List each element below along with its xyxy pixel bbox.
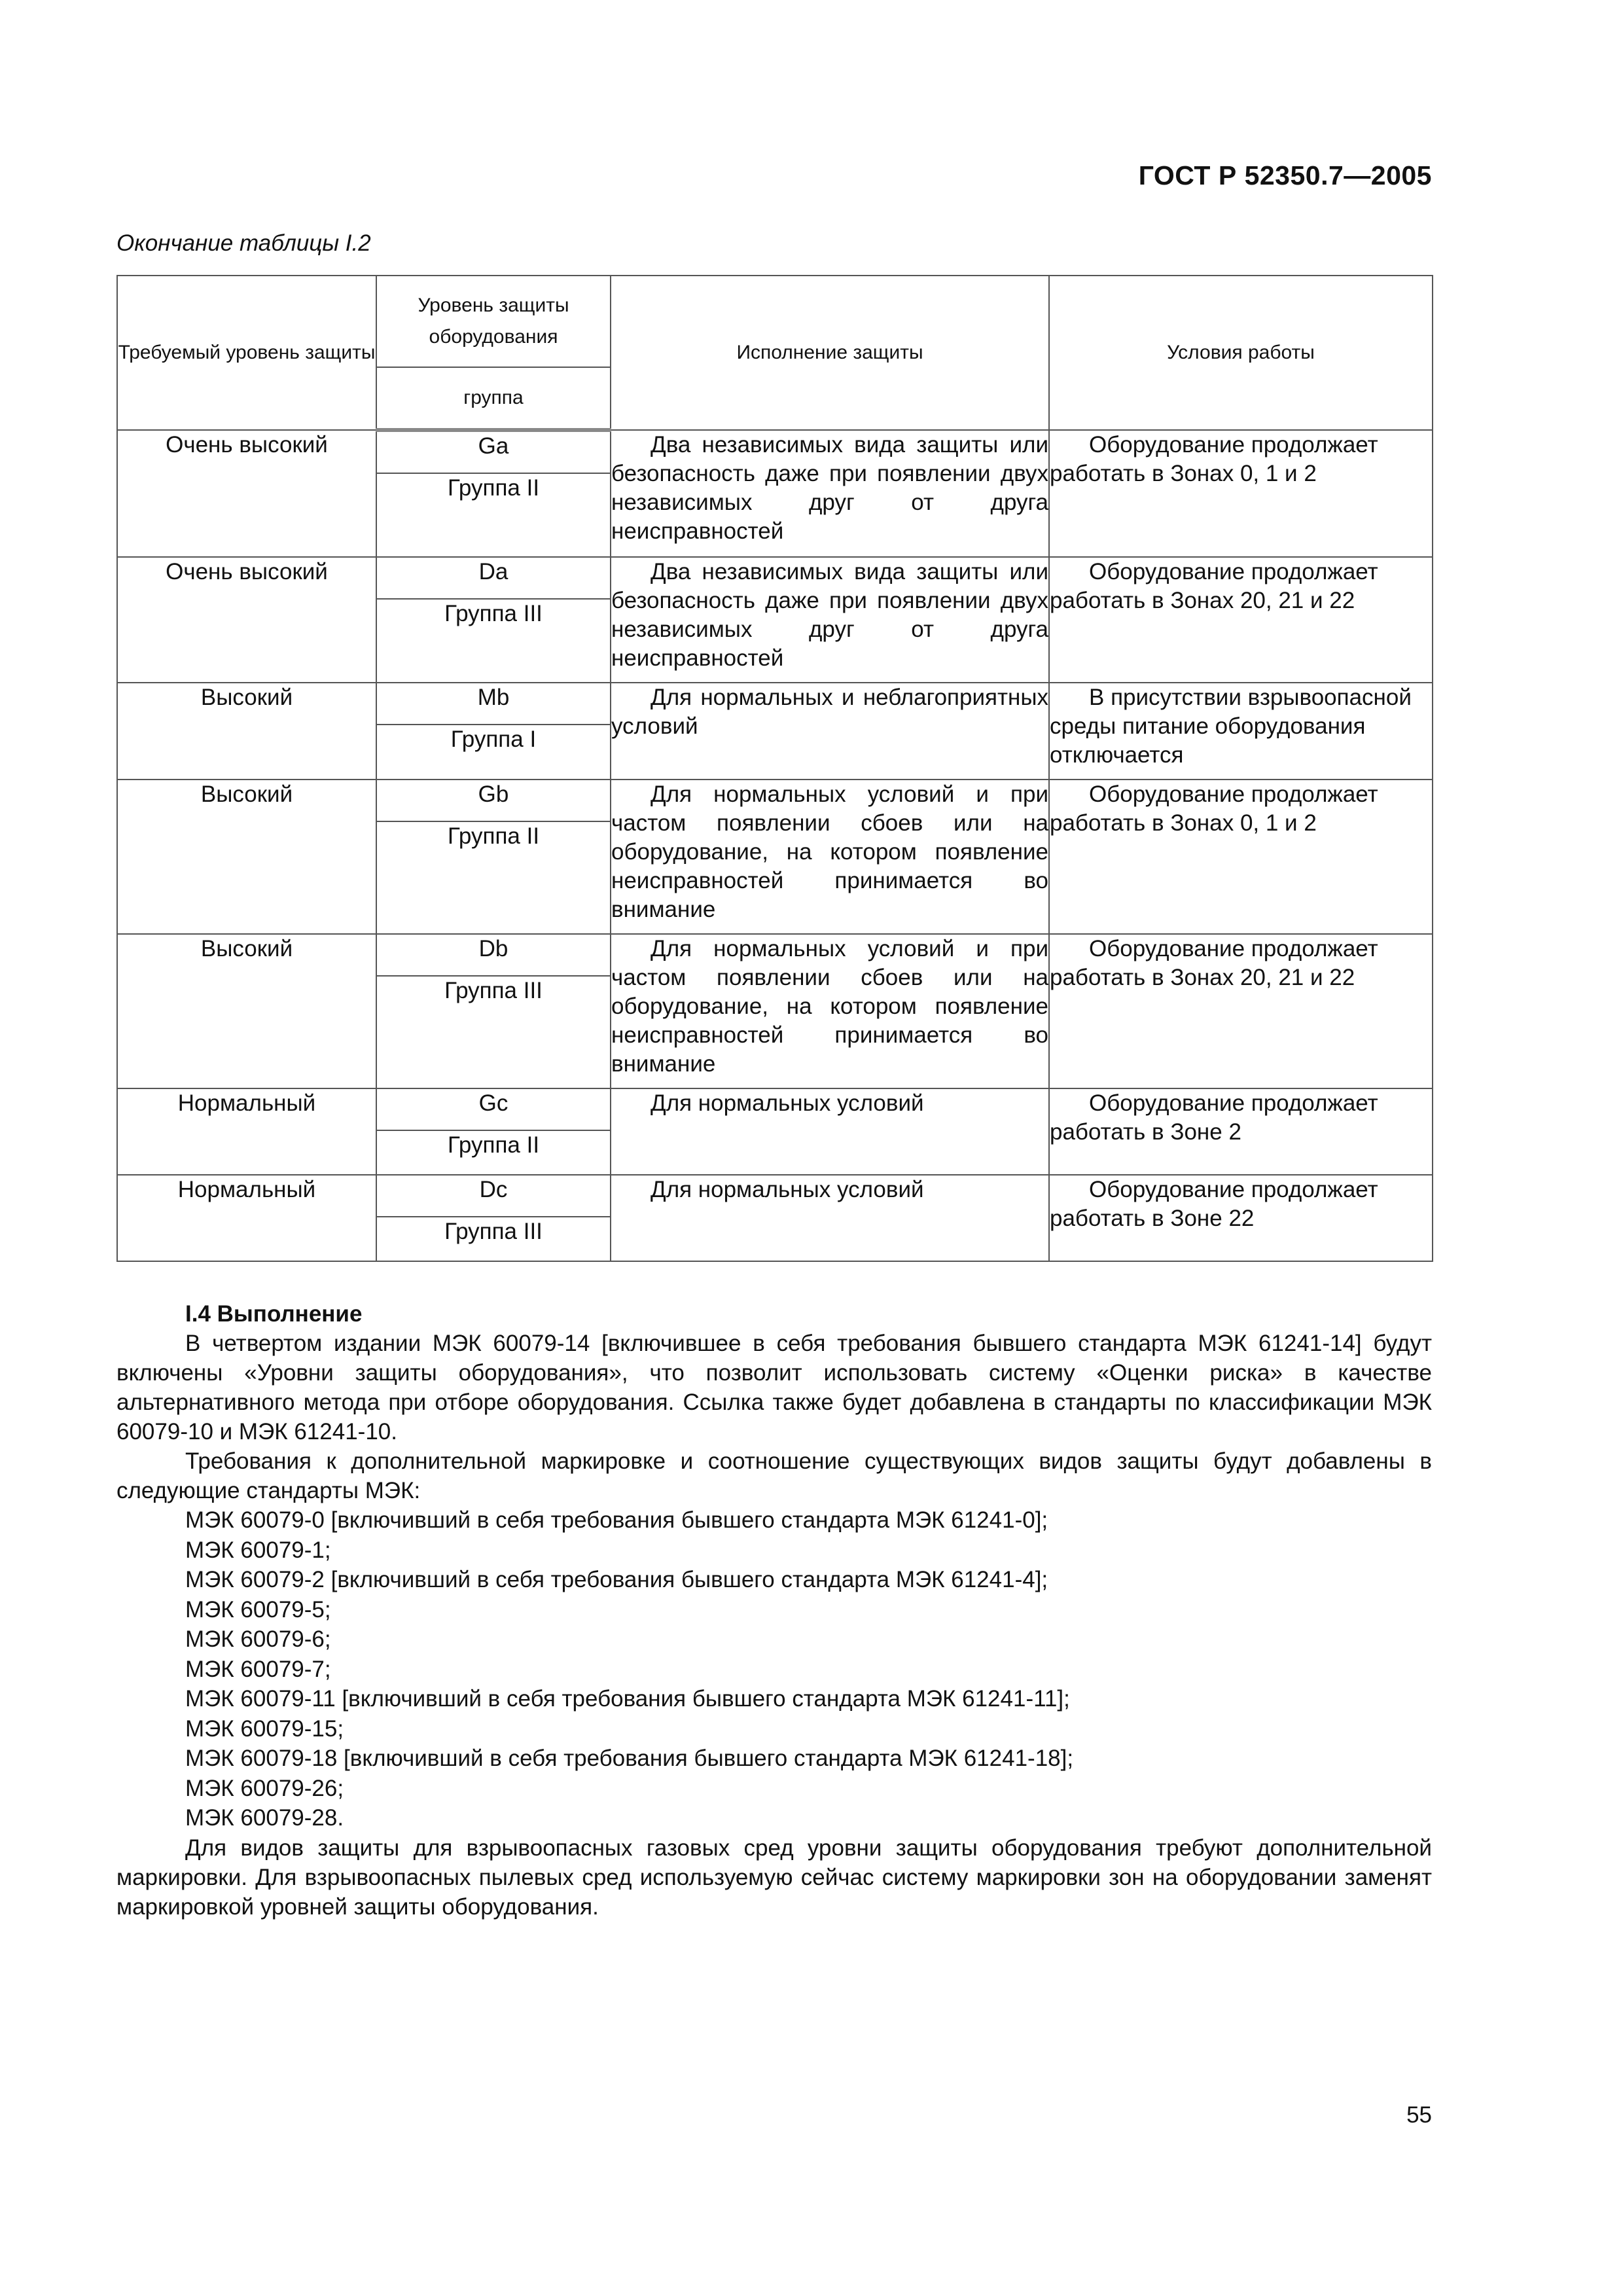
conditions-cell: Оборудование продолжает работать в Зонах 20, 21 и 22 [1049,934,1433,1088]
equipment-level-code: Mb [376,683,611,725]
list-item: МЭК 60079-5; [185,1596,331,1623]
table-caption: Окончание таблицы I.2 [116,230,371,256]
group-cell: Группа III [376,976,611,1088]
equipment-level-code: Db [376,934,611,976]
table-row [117,780,1433,821]
list-item: МЭК 60079-11 [включивший в себя требования бывшего стандарта МЭК 61241-11]; [185,1686,1070,1712]
conditions-cell: Оборудование продолжает работать в Зонах 0, 1 и 2 [1049,430,1433,557]
header-required-level: Требуемый уровень защиты [117,276,376,430]
required-level-cell: Высокий [117,780,376,934]
required-level-cell: Нормальный [117,1088,376,1175]
table-row [117,683,1433,725]
list-item: МЭК 60079-18 [включивший в себя требования бывшего стандарта МЭК 61241-18]; [185,1746,1074,1771]
section-implementation [116,1299,1432,1922]
group-cell: Группа I [376,725,611,780]
group-cell: Группа II [376,473,611,557]
header-equipment-level: Уровень защиты оборудования [376,276,611,367]
table-row [117,1175,1433,1217]
list-item: МЭК 60079-26; [185,1775,344,1801]
protection-cell: Два независимых вида защиты или безопасность даже при появлении двух независимых друг от друга неисправностей [611,557,1049,683]
protection-cell: Два независимых вида защиты или безопасность даже при появлении двух независимых друг от друга неисправностей [611,430,1049,557]
paragraph: В четвертом издании МЭК 60079-14 [включившее в себя требования бывшего стандарта МЭК 61241-14] будут включены «Уровни защиты оборудования», что позволит использовать систему «Оценки риска» в качестве альтернативного метода при отборе оборудования. Ссылка также будет добавлена в стандарты по классификации МЭК 60079-10 и МЭК 61241-10. [116,1331,1432,1444]
protection-cell: Для нормальных условий и при частом появлении сбоев или на оборудование, на котором появление неисправностей принимается во внимание [611,934,1049,1088]
required-level-cell: Нормальный [117,1175,376,1261]
conditions-cell: Оборудование продолжает работать в Зонах 20, 21 и 22 [1049,557,1433,683]
standards-list [116,1505,1432,1833]
conditions-cell: Оборудование продолжает работать в Зонах 0, 1 и 2 [1049,780,1433,934]
required-level-cell: Высокий [117,683,376,780]
table-row [117,557,1433,599]
protection-cell: Для нормальных условий [611,1088,1049,1175]
table-row [117,1088,1433,1130]
equipment-level-code: Ga [376,430,611,473]
group-cell: Группа II [376,1130,611,1175]
header-group: группа [376,367,611,430]
group-cell: Группа III [376,1217,611,1261]
group-cell: Группа II [376,821,611,934]
table-row [117,430,1433,473]
section-title: I.4 Выполнение [185,1301,363,1327]
protection-level-table [116,275,1433,1262]
conditions-cell: Оборудование продолжает работать в Зоне 2 [1049,1088,1433,1175]
list-item: МЭК 60079-6; [185,1626,331,1652]
equipment-level-code: Gb [376,780,611,821]
list-item: МЭК 60079-1; [185,1537,331,1563]
list-item: МЭК 60079-0 [включивший в себя требования бывшего стандарта МЭК 61241-0]; [185,1507,1048,1533]
header-protection: Исполнение защиты [611,276,1049,430]
list-item: МЭК 60079-28. [185,1805,344,1831]
required-level-cell: Очень высокий [117,430,376,557]
conditions-cell: Оборудование продолжает работать в Зоне 22 [1049,1175,1433,1261]
equipment-level-code: Gc [376,1088,611,1130]
document-number: ГОСТ Р 52350.7—2005 [1138,160,1432,190]
protection-cell: Для нормальных условий и при частом появлении сбоев или на оборудование, на котором появление неисправностей принимается во внимание [611,780,1049,934]
table-row [117,934,1433,976]
equipment-level-code: Da [376,557,611,599]
header-conditions: Условия работы [1049,276,1433,430]
list-item: МЭК 60079-2 [включивший в себя требования бывшего стандарта МЭК 61241-4]; [185,1567,1048,1592]
list-item: МЭК 60079-7; [185,1656,331,1682]
protection-cell: Для нормальных условий [611,1175,1049,1261]
list-item: МЭК 60079-15; [185,1715,344,1742]
conditions-cell: В присутствии взрывоопасной среды питание оборудования отключается [1049,683,1433,780]
required-level-cell: Очень высокий [117,557,376,683]
required-level-cell: Высокий [117,934,376,1088]
protection-cell: Для нормальных и неблагоприятных условий [611,683,1049,780]
equipment-level-code: Dc [376,1175,611,1217]
group-cell: Группа III [376,599,611,683]
paragraph: Для видов защиты для взрывоопасных газовых сред уровни защиты оборудования требуют дополнительной маркировки. Для взрывоопасных пылевых сред используемую сейчас систему маркировки зон на оборудовании заменят маркировкой уровней защиты оборудования. [116,1835,1432,1920]
paragraph: Требования к дополнительной маркировке и соотношение существующих видов защиты будут добавлены в следующие стандарты МЭК: [116,1448,1432,1503]
page-number: 55 [1406,2102,1432,2128]
